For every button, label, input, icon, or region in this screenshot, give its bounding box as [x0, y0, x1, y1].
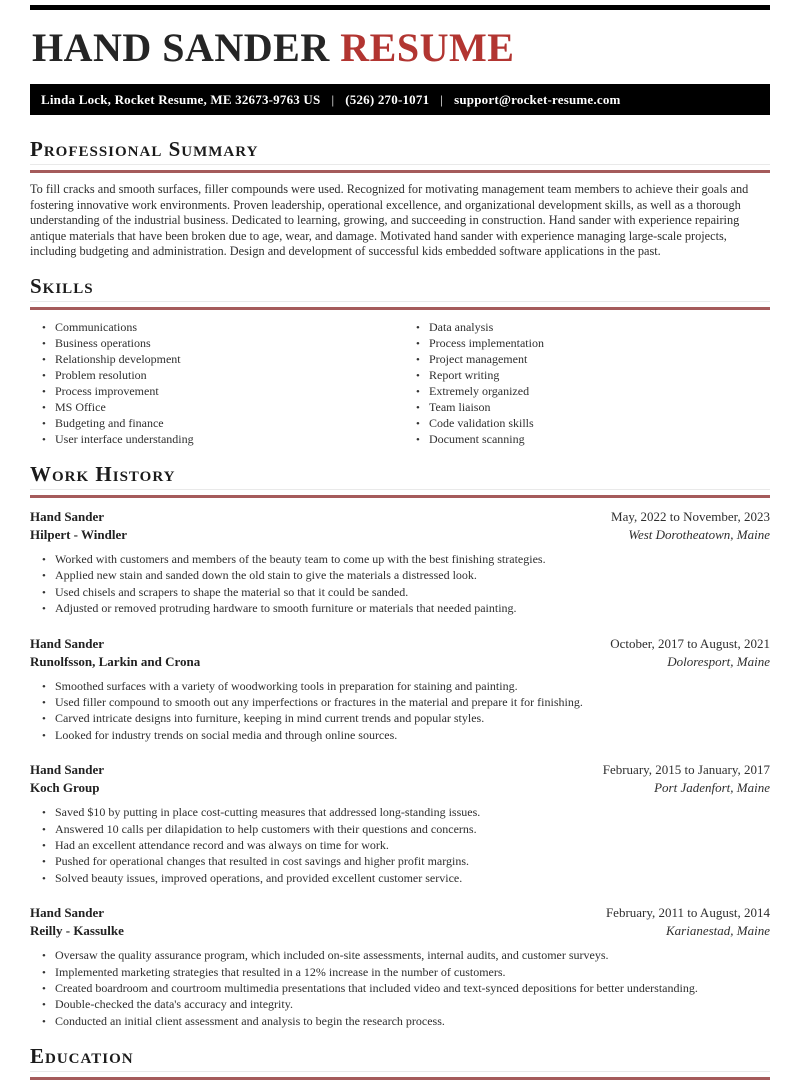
job-bullet-text: Solved beauty issues, improved operations, and provided excellent customer service.	[55, 870, 463, 885]
job-bullet	[30, 854, 770, 870]
section-heading-skills: Skills	[30, 274, 770, 302]
job-bullet-text: Used filler compound to smooth out any imperfections or fractures in the material and prepare it for finishing.	[55, 694, 583, 709]
job-title-row	[30, 635, 770, 653]
bullet-icon: •	[416, 369, 420, 382]
section-rule	[30, 307, 770, 310]
bullet-icon: •	[42, 570, 46, 583]
skill-item	[404, 336, 770, 352]
bullet-icon: •	[42, 553, 46, 566]
job-bullet-text: Had an excellent attendance record and was always on time for work.	[55, 837, 389, 852]
skills-column-left	[30, 320, 400, 448]
top-rule	[30, 5, 770, 10]
contact-separator: |	[440, 91, 444, 107]
job-bullet-text: Worked with customers and members of the beauty team to come up with the best finishing strategies.	[55, 551, 546, 566]
job-bullet	[30, 601, 770, 617]
skill-item	[404, 384, 770, 400]
skill-label: Team liaison	[429, 399, 491, 414]
job-bullet	[30, 695, 770, 711]
job-bullet	[30, 965, 770, 981]
bullet-icon: •	[42, 807, 46, 820]
job-company: Reilly - Kassulke	[30, 923, 124, 939]
job-bullet-text: Double-checked the data's accuracy and integrity.	[55, 997, 293, 1012]
section-heading-work-history: Work History	[30, 462, 770, 490]
job-bullet	[30, 838, 770, 854]
bullet-icon: •	[42, 983, 46, 996]
skill-item	[30, 320, 400, 336]
job-company: Runolfsson, Larkin and Crona	[30, 653, 201, 669]
job-dates: October, 2017 to August, 2021	[610, 635, 770, 651]
bullet-icon: •	[42, 713, 46, 726]
job-bullet-text: Smoothed surfaces with a variety of woodworking tools in preparation for staining and painting.	[55, 678, 518, 693]
job-entry	[30, 508, 770, 618]
job-bullet-list	[30, 805, 770, 887]
job-bullet	[30, 728, 770, 744]
job-bullet	[30, 997, 770, 1013]
job-bullet-text: Adjusted or removed protruding hardware to smooth furniture or materials that needed painting.	[55, 601, 517, 616]
bullet-icon: •	[42, 966, 46, 979]
bullet-icon: •	[42, 417, 46, 430]
skill-label: Code validation skills	[429, 415, 534, 430]
job-bullet	[30, 871, 770, 887]
job-bullet	[30, 679, 770, 695]
skill-label: Relationship development	[55, 351, 181, 366]
job-title-row	[30, 761, 770, 779]
bullet-icon: •	[42, 603, 46, 616]
skill-label: Problem resolution	[55, 367, 147, 382]
job-bullet	[30, 805, 770, 821]
job-dates: February, 2011 to August, 2014	[605, 905, 770, 921]
job-bullet-list	[30, 552, 770, 618]
skill-item	[404, 352, 770, 368]
summary-text: To fill cracks and smooth surfaces, filler compounds were used. Recognized for motivating management team members to achieve their goals and fostering innovative work environments. Proven leadership, operational excellence, and organizational development skills, as well as a thorough understanding of the industrial business. Dedicated to learning, growing, and succeeding in construction. Hand sander with experience repairing antique materials that have been broken due to age, wear, and damage. Motivated hand sander with experience managing large-scale projects, including budgeting and administration. Design and development of successful kids embedded software applications in the past.	[30, 182, 749, 259]
job-location: West Dorotheatown, Maine	[628, 526, 770, 542]
job-bullet-list	[30, 679, 770, 745]
job-entry	[30, 635, 770, 745]
section-rule	[30, 170, 770, 173]
bullet-icon: •	[42, 385, 46, 398]
job-dates: February, 2015 to January, 2017	[602, 762, 770, 778]
job-bullet-text: Implemented marketing strategies that resulted in a 12% increase in the number of customers.	[55, 964, 506, 979]
job-location: Karianestad, Maine	[666, 923, 770, 939]
skill-label: Document scanning	[429, 431, 525, 446]
bullet-icon: •	[416, 433, 420, 446]
title-name: HAND SANDER	[32, 25, 330, 70]
bullet-icon: •	[416, 385, 420, 398]
skill-label: User interface understanding	[55, 431, 194, 446]
page-title	[32, 27, 770, 69]
job-title-row	[30, 508, 770, 526]
bullet-icon: •	[42, 872, 46, 885]
job-location: Doloresport, Maine	[667, 653, 770, 669]
job-company: Koch Group	[30, 780, 100, 796]
section-professional-summary	[30, 137, 770, 260]
bullet-icon: •	[42, 586, 46, 599]
section-rule	[30, 495, 770, 498]
skill-label: Communications	[55, 319, 137, 334]
section-education	[30, 1044, 770, 1080]
job-title-row	[30, 904, 770, 922]
job-bullet-text: Looked for industry trends on social media and through online sources.	[55, 727, 398, 742]
job-company-row	[30, 779, 770, 797]
job-bullet-text: Saved $10 by putting in place cost-cutting measures that addressed long-standing issues.	[55, 805, 481, 820]
section-heading-summary: Professional Summary	[30, 137, 770, 165]
skill-item	[404, 368, 770, 384]
bullet-icon: •	[42, 856, 46, 869]
skills-column-right	[400, 320, 770, 448]
job-location: Port Jadenfort, Maine	[654, 780, 770, 796]
bullet-icon: •	[416, 417, 420, 430]
bullet-icon: •	[42, 321, 46, 334]
skill-label: MS Office	[55, 399, 106, 414]
job-bullet-text: Pushed for operational changes that resulted in cost savings and higher profit margins.	[55, 854, 470, 869]
job-bullet	[30, 822, 770, 838]
job-dates: May, 2022 to November, 2023	[611, 508, 770, 524]
bullet-icon: •	[416, 321, 420, 334]
bullet-icon: •	[42, 999, 46, 1012]
contact-address: Linda Lock, Rocket Resume, ME 32673-9763 US	[41, 91, 321, 107]
skill-item	[30, 416, 400, 432]
job-bullet-text: Created boardroom and courtroom multimedia presentations that included video and text-synced depositions for better understanding.	[55, 981, 698, 996]
title-accent: RESUME	[340, 25, 515, 70]
bullet-icon: •	[42, 696, 46, 709]
job-bullet	[30, 981, 770, 997]
skill-item	[404, 320, 770, 336]
job-entry	[30, 904, 770, 1030]
bullet-icon: •	[42, 839, 46, 852]
job-company: Hilpert - Windler	[30, 526, 128, 542]
section-skills	[30, 274, 770, 448]
skill-item	[30, 368, 400, 384]
skill-item	[30, 432, 400, 448]
job-company-row	[30, 526, 770, 544]
skills-columns	[30, 320, 770, 448]
bullet-icon: •	[42, 1015, 46, 1028]
job-bullet-text: Applied new stain and sanded down the old stain to give the materials a distressed look.	[55, 568, 477, 583]
section-heading-education: Education	[30, 1044, 770, 1072]
job-bullet	[30, 711, 770, 727]
skill-item	[30, 384, 400, 400]
job-bullet-text: Answered 10 calls per dilapidation to help customers with their questions and concerns.	[55, 821, 477, 836]
job-bullet	[30, 568, 770, 584]
section-work-history	[30, 462, 770, 1030]
job-bullet	[30, 585, 770, 601]
bullet-icon: •	[42, 337, 46, 350]
contact-email: support@rocket-resume.com	[454, 91, 621, 107]
skill-label: Process improvement	[55, 383, 159, 398]
bullet-icon: •	[42, 353, 46, 366]
skill-item	[30, 352, 400, 368]
bullet-icon: •	[42, 433, 46, 446]
bullet-icon: •	[416, 337, 420, 350]
job-bullet-text: Used chisels and scrapers to shape the material so that it could be sanded.	[55, 584, 409, 599]
job-bullet-text: Carved intricate designs into furniture, keeping in mind current trends and popular styles.	[55, 711, 485, 726]
bullet-icon: •	[42, 401, 46, 414]
skill-label: Data analysis	[429, 319, 494, 334]
skill-label: Business operations	[55, 335, 151, 350]
job-title: Hand Sander	[30, 905, 105, 921]
job-title: Hand Sander	[30, 635, 105, 651]
skill-label: Project management	[429, 351, 528, 366]
bullet-icon: •	[42, 729, 46, 742]
skill-item	[30, 336, 400, 352]
skill-label: Budgeting and finance	[55, 415, 164, 430]
job-bullet-list	[30, 948, 770, 1030]
skill-item	[404, 400, 770, 416]
bullet-icon: •	[416, 353, 420, 366]
skill-item	[404, 416, 770, 432]
skill-label: Report writing	[429, 367, 500, 382]
bullet-icon: •	[42, 680, 46, 693]
skill-item	[404, 432, 770, 448]
job-title: Hand Sander	[30, 508, 105, 524]
contact-bar	[30, 84, 770, 115]
bullet-icon: •	[42, 823, 46, 836]
job-bullet	[30, 552, 770, 568]
bullet-icon: •	[42, 950, 46, 963]
skill-label: Process implementation	[429, 335, 544, 350]
job-title: Hand Sander	[30, 762, 105, 778]
skill-label: Extremely organized	[429, 383, 530, 398]
skill-item	[30, 400, 400, 416]
job-bullet	[30, 948, 770, 964]
job-company-row	[30, 653, 770, 671]
job-bullet	[30, 1014, 770, 1030]
contact-separator: |	[331, 91, 335, 107]
job-bullet-text: Oversaw the quality assurance program, which included on-site assessments, internal audits, and customer surveys.	[55, 948, 609, 963]
bullet-icon: •	[42, 369, 46, 382]
bullet-icon: •	[416, 401, 420, 414]
job-bullet-text: Conducted an initial client assessment and analysis to begin the research process.	[55, 1013, 445, 1028]
contact-phone: (526) 270-1071	[345, 91, 430, 107]
job-entry	[30, 761, 770, 887]
job-company-row	[30, 922, 770, 940]
